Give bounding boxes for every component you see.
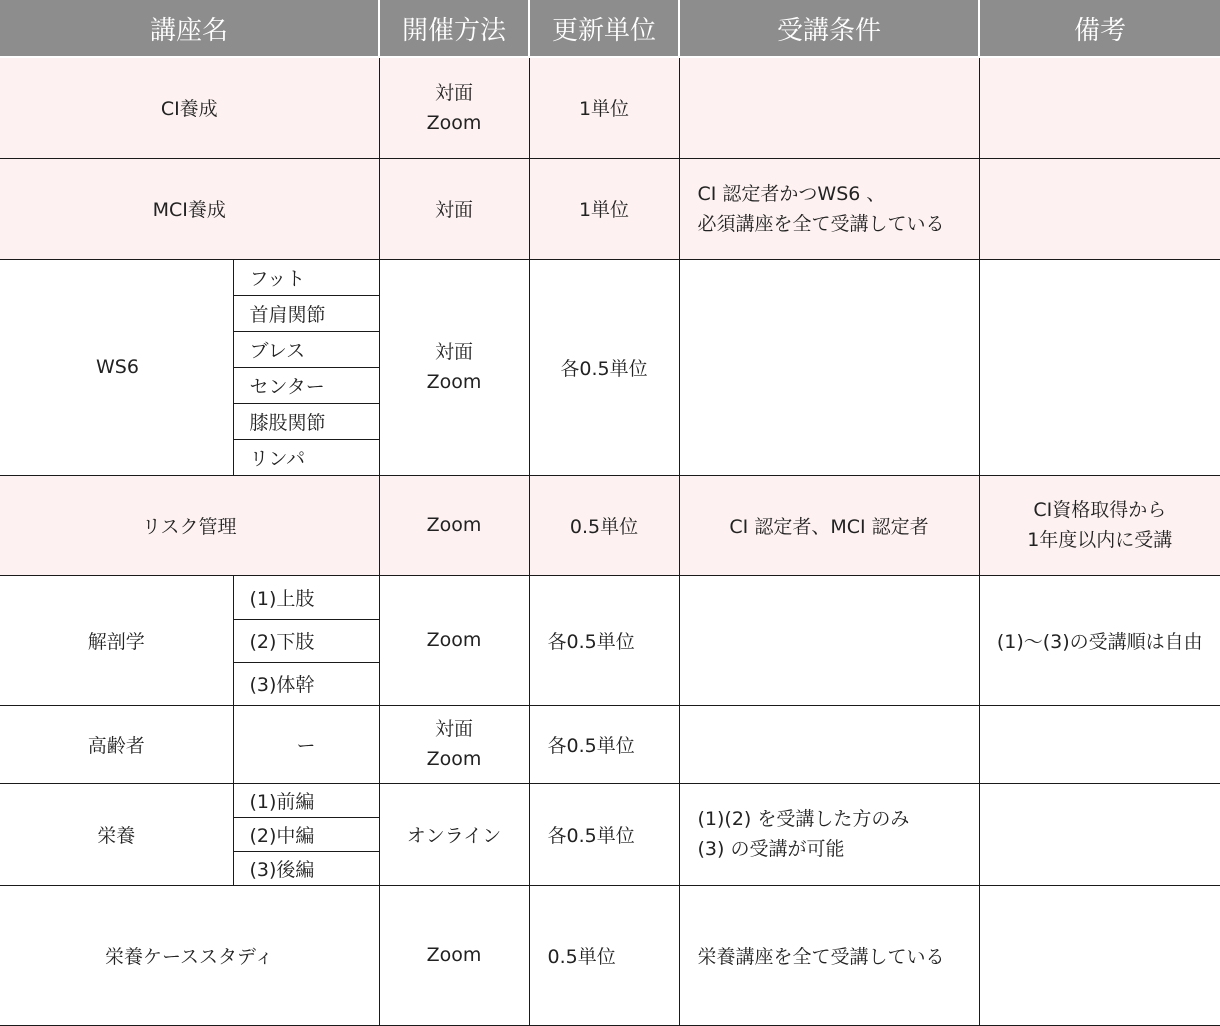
row-case (0, 885, 1220, 1025)
case-note (979, 885, 1220, 1025)
ci-requirement (679, 57, 979, 158)
ws6-note (979, 259, 1220, 475)
ws6-sub-5: 膝股関節 (233, 403, 379, 439)
case-method: Zoom (379, 885, 529, 1025)
mci-credit: 1単位 (529, 158, 679, 259)
mci-note (979, 158, 1220, 259)
anatomy-name: 解剖学 (0, 575, 233, 705)
nutrition-sub-3: (3)後編 (233, 851, 379, 885)
elderly-sub: ー (233, 705, 379, 783)
ws6-method-1: 対面 (435, 341, 474, 363)
ws6-sub-4: センター (233, 367, 379, 403)
ws6-requirement (679, 259, 979, 475)
elderly-requirement (679, 705, 979, 783)
elderly-credit: 各0.5単位 (529, 705, 679, 783)
mci-requirement (679, 158, 979, 259)
case-name: 栄養ケーススタディ (0, 885, 379, 1025)
risk-note (979, 475, 1220, 575)
ci-method-2: Zoom (426, 111, 482, 134)
header-method: 開催方法 (379, 0, 529, 57)
ci-method (379, 57, 529, 158)
nutrition-method: オンライン (379, 783, 529, 885)
nutrition-name: 栄養 (0, 783, 233, 885)
row-ws6-1 (0, 259, 1220, 295)
ws6-name: WS6 (0, 259, 233, 475)
anatomy-credit: 各0.5単位 (529, 575, 679, 705)
header-credit: 更新単位 (529, 0, 679, 57)
header-requirement: 受講条件 (679, 0, 979, 57)
nutrition-credit: 各0.5単位 (529, 783, 679, 885)
case-credit: 0.5単位 (529, 885, 679, 1025)
elderly-name: 高齢者 (0, 705, 233, 783)
ws6-credit: 各0.5単位 (529, 259, 679, 475)
row-ci (0, 57, 1220, 158)
nutrition-sub-1: (1)前編 (233, 783, 379, 817)
risk-note-1: CI資格取得から (1033, 499, 1167, 521)
mci-method: 対面 (379, 158, 529, 259)
ws6-method (379, 259, 529, 475)
row-anatomy-1 (0, 575, 1220, 619)
anatomy-requirement (679, 575, 979, 705)
risk-requirement: CI 認定者、MCI 認定者 (679, 475, 979, 575)
row-nutrition-1 (0, 783, 1220, 817)
row-risk (0, 475, 1220, 575)
nutrition-note (979, 783, 1220, 885)
ci-name: CI養成 (0, 57, 379, 158)
risk-method: Zoom (379, 475, 529, 575)
nutrition-req-2: (3) の受講が可能 (697, 838, 845, 860)
mci-req-2: 必須講座を全て受講している (697, 212, 945, 235)
ci-note (979, 57, 1220, 158)
ws6-method-2: Zoom (426, 371, 482, 393)
ws6-sub-2: 首肩関節 (233, 295, 379, 331)
risk-name: リスク管理 (0, 475, 379, 575)
nutrition-requirement (679, 783, 979, 885)
elderly-method (379, 705, 529, 783)
row-elderly (0, 705, 1220, 783)
anatomy-sub-3: (3)体幹 (233, 662, 379, 705)
elderly-method-1: 対面 (435, 718, 474, 740)
ci-method-1: 対面 (435, 81, 474, 104)
row-mci (0, 158, 1220, 259)
header-course: 講座名 (0, 0, 379, 57)
mci-req-1: CI 認定者かつWS6 、 (697, 182, 886, 205)
elderly-method-2: Zoom (426, 748, 482, 770)
ci-credit: 1単位 (529, 57, 679, 158)
mci-name: MCI養成 (0, 158, 379, 259)
risk-note-2: 1年度以内に受講 (1027, 529, 1173, 551)
header-note: 備考 (979, 0, 1220, 57)
ws6-sub-3: ブレス (233, 331, 379, 367)
elderly-note (979, 705, 1220, 783)
header-row (0, 0, 1220, 57)
anatomy-method: Zoom (379, 575, 529, 705)
risk-credit: 0.5単位 (529, 475, 679, 575)
case-requirement: 栄養講座を全て受講している (679, 885, 979, 1025)
ws6-sub-6: リンパ (233, 439, 379, 475)
nutrition-req-1: (1)(2) を受講した方のみ (697, 808, 910, 830)
anatomy-sub-1: (1)上肢 (233, 575, 379, 619)
ws6-sub-1: フット (233, 259, 379, 295)
anatomy-note: (1)〜(3)の受講順は自由 (979, 575, 1220, 705)
nutrition-sub-2: (2)中編 (233, 817, 379, 851)
anatomy-sub-2: (2)下肢 (233, 619, 379, 662)
